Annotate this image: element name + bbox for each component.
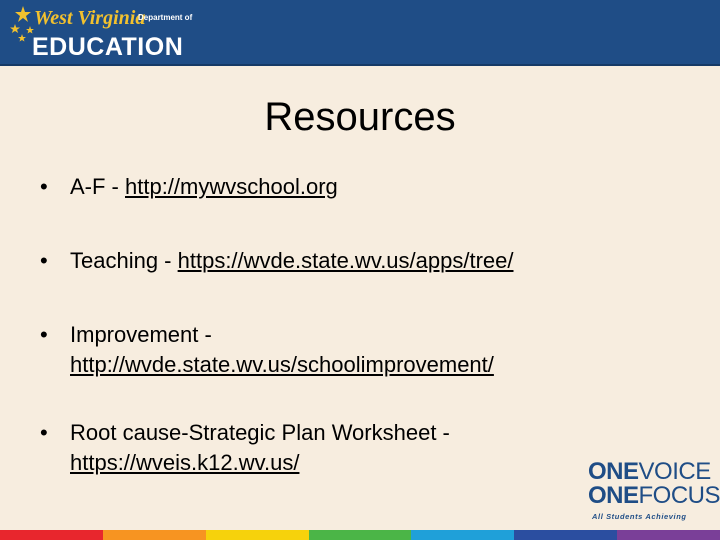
strip-segment — [309, 530, 412, 540]
resource-link[interactable]: http://mywvschool.org — [125, 174, 338, 199]
resource-link[interactable]: https://wveis.k12.wv.us/ — [70, 450, 300, 475]
logo-education-text: EDUCATION — [32, 33, 184, 61]
strip-segment — [206, 530, 309, 540]
slide-title: Resources — [264, 95, 456, 139]
bullet-label: Root cause-Strategic Plan Worksheet - — [70, 420, 450, 445]
bullet-label: Teaching - — [70, 248, 178, 273]
strip-segment — [411, 530, 514, 540]
strip-segment — [0, 530, 103, 540]
bullet-marker: • — [40, 248, 48, 273]
logo-line-focus: ONEFOCUS — [588, 482, 720, 509]
strip-segment — [617, 530, 720, 540]
logo-line-voice: ONEVOICE — [588, 458, 711, 485]
bullet-marker: • — [40, 322, 48, 347]
logo-west-virginia-text: West Virginia — [34, 7, 146, 29]
bullet-marker: • — [40, 420, 48, 445]
strip-segment — [514, 530, 617, 540]
bullet-label: A-F - — [70, 174, 125, 199]
strip-segment — [103, 530, 206, 540]
bullet-label: Improvement - — [70, 322, 212, 347]
header-bar — [0, 0, 720, 66]
logo-department-text: Department of — [138, 13, 193, 22]
footer-color-strip — [0, 530, 720, 540]
logo-tagline: All Students Achieving — [592, 512, 687, 521]
bullet-marker: • — [40, 174, 48, 199]
one-voice-one-focus-logo — [588, 458, 720, 524]
wv-education-logo — [10, 4, 193, 61]
resource-link[interactable]: http://wvde.state.wv.us/schoolimprovement/ — [70, 352, 494, 377]
resource-link[interactable]: https://wvde.state.wv.us/apps/tree/ — [177, 248, 514, 273]
